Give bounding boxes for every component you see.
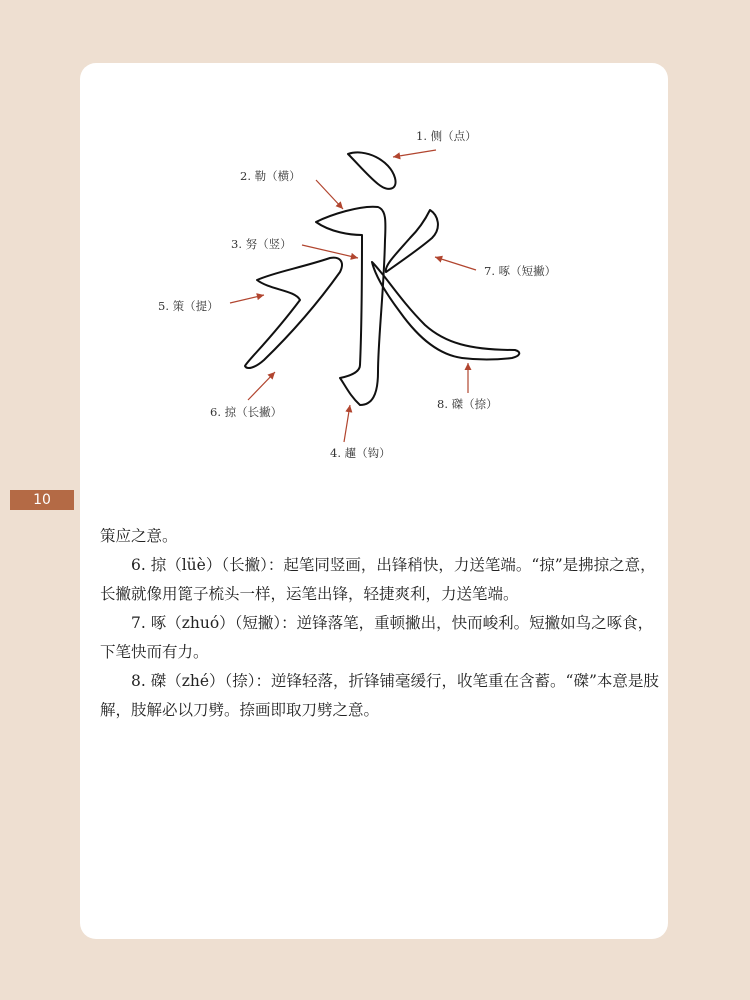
label-stroke-6: 6. 掠（长撇） xyxy=(210,405,283,419)
label-stroke-3: 3. 努（竖） xyxy=(231,237,292,251)
arrow-7 xyxy=(435,257,476,270)
stroke-dot xyxy=(348,152,396,188)
body-text xyxy=(100,522,660,725)
label-stroke-2: 2. 勒（横） xyxy=(240,169,301,183)
arrow-6 xyxy=(248,372,275,400)
label-stroke-1: 1. 侧（点） xyxy=(416,129,477,143)
paragraph-continued: 策应之意。 xyxy=(100,527,178,545)
paragraph-stroke-8: 8. 磔（zhé）（捺）：逆锋轻落，折锋铺毫缓行，收笔重在含蓄。“磔”本意是肢解，肢解必以刀劈。捺画即取刀劈之意。 xyxy=(100,672,659,719)
arrow-3 xyxy=(302,245,358,258)
label-stroke-8: 8. 磔（捺） xyxy=(437,397,498,411)
stroke-hook xyxy=(316,207,385,405)
paragraph-stroke-6: 6. 掠（lüè）（长撇）：起笔同竖画，出锋稍快，力送笔端。“掠”是拂掠之意，长撇就像用篦子梳头一样，运笔出锋，轻捷爽利，力送笔端。 xyxy=(100,556,656,603)
label-stroke-4: 4. 趯（钩） xyxy=(330,446,391,460)
arrow-4 xyxy=(344,405,350,442)
label-stroke-5: 5. 策（提） xyxy=(158,299,219,313)
arrow-5 xyxy=(230,295,264,303)
stroke-short-pie xyxy=(386,210,438,272)
arrow-2 xyxy=(316,180,343,209)
arrow-1 xyxy=(393,150,436,157)
label-stroke-7: 7. 啄（短撇） xyxy=(484,264,557,278)
page-number: 10 xyxy=(10,490,74,510)
stroke-left xyxy=(245,258,342,368)
paragraph-stroke-7: 7. 啄（zhuó）（短撇）：逆锋落笔，重顿撇出，快而峻利。短撇如鸟之啄食，下笔快而有力。 xyxy=(100,614,654,661)
